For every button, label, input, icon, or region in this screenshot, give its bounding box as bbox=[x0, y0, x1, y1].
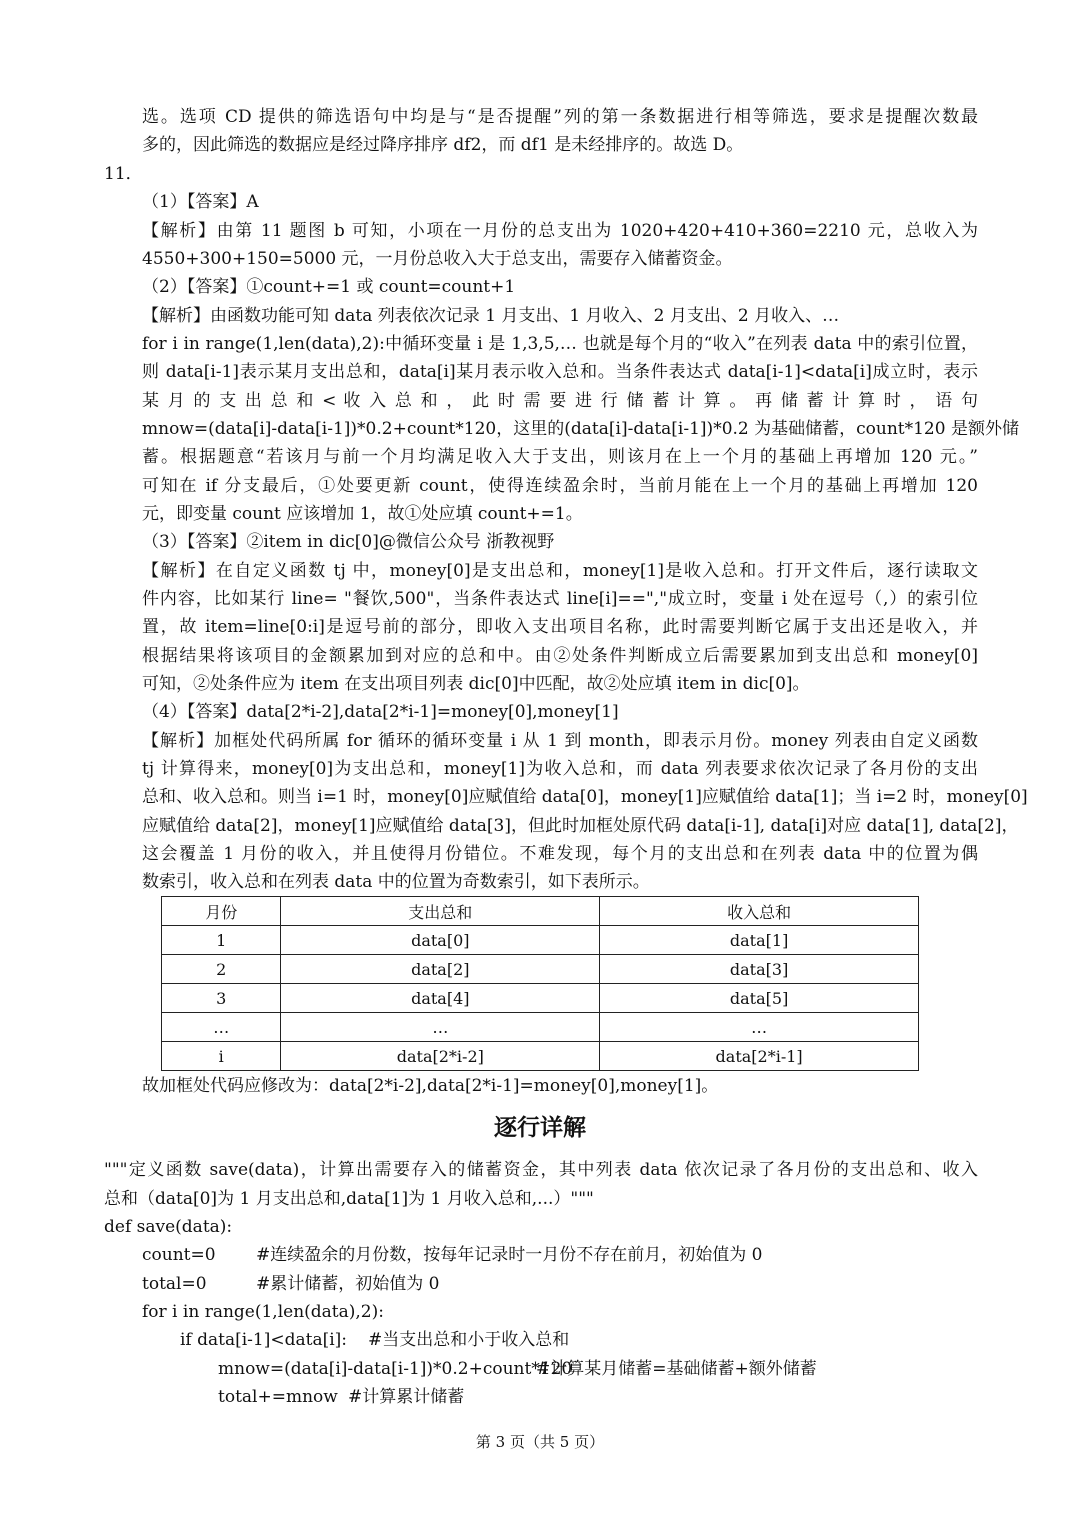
conclusion-line: 故加框处代码应修改为：data[2*i-2],data[2*i-1]=money[0],money[1]。 bbox=[142, 1076, 719, 1096]
code-statement: total=0 bbox=[142, 1274, 207, 1294]
analysis-4: 【解析】加框处代码所属 for 循环的循环变量 i 从 1 到 month，即表示月份。money 列表由自定义函数 bbox=[142, 731, 978, 751]
section-heading: 逐行详解 bbox=[494, 1115, 586, 1141]
text-line: mnow=(data[i]-data[i-1])*0.2+count*120，这里的(data[i]-data[i-1])*0.2 为基础储蓄，count*120 是额外储 bbox=[142, 419, 1019, 439]
code-statement: if data[i-1]<data[i]: bbox=[180, 1330, 348, 1350]
code-line bbox=[218, 1355, 1054, 1383]
code-statement: count=0 bbox=[142, 1245, 216, 1265]
table-cell: data[2*i-1] bbox=[600, 1042, 919, 1071]
table-cell: i bbox=[162, 1042, 281, 1071]
table-header-cell: 收入总和 bbox=[600, 897, 919, 926]
table-cell: data[4] bbox=[281, 984, 600, 1013]
table-header-cell: 支出总和 bbox=[281, 897, 600, 926]
text-line: 多的，因此筛选的数据应是经过降序排序 df2，而 df1 是未经排序的。故选 D。 bbox=[142, 135, 744, 155]
analysis-3: 【解析】在自定义函数 tj 中，money[0]是支出总和，money[1]是收入总和。打开文件后，逐行读取文 bbox=[142, 561, 978, 581]
analysis-2: 【解析】由函数功能可知 data 列表依次记录 1 月支出、1 月收入、2 月支出、2 月收入、… bbox=[142, 306, 840, 326]
index-mapping-table bbox=[161, 896, 919, 1071]
table-cell: 2 bbox=[162, 955, 281, 984]
table-row bbox=[162, 1013, 919, 1042]
text-line: 总和、收入总和。则当 i=1 时，money[0]应赋值给 data[0]，money[1]应赋值给 data[1]；当 i=2 时，money[0] bbox=[142, 787, 1028, 807]
table-cell: data[0] bbox=[281, 926, 600, 955]
answer-1: （1）【答案】A bbox=[142, 192, 259, 212]
table-cell: data[5] bbox=[600, 984, 919, 1013]
code-line bbox=[142, 1241, 978, 1269]
table-cell: 1 bbox=[162, 926, 281, 955]
text-line: 4550+300+150=5000 元，一月份总收入大于总支出，需要存入储蓄资金。 bbox=[142, 249, 733, 269]
code-docstring: """定义函数 save(data)，计算出需要存入的储蓄资金，其中列表 data 依次记录了各月份的支出总和、收入 bbox=[104, 1160, 978, 1180]
table-cell: data[2*i-2] bbox=[281, 1042, 600, 1071]
text-line: 选。选项 CD 提供的筛选语句中均是与“是否提醒”列的第一条数据进行相等筛选，要求是提醒次数最 bbox=[142, 107, 978, 127]
text-line: 蓄。根据题意“若该月与前一个月均满足收入大于支出，则该月在上一个月的基础上再增加 120 元。” bbox=[142, 447, 978, 467]
code-statement: mnow=(data[i]-data[i-1])*0.2+count*120 bbox=[218, 1359, 573, 1379]
answer-2: （2）【答案】①count+=1 或 count=count+1 bbox=[142, 277, 516, 297]
table-header-row bbox=[162, 897, 919, 926]
text-line: 可知在 if 分支最后，①处要更新 count，使得连续盈余时，当前月能在上一个月的基础上再增加 120 bbox=[142, 476, 978, 496]
code-comment: #当支出总和小于收入总和 bbox=[368, 1330, 570, 1350]
code-comment: #连续盈余的月份数，按每年记录时一月份不存在前月，初始值为 0 bbox=[256, 1245, 763, 1265]
text-line: 这会覆盖 1 月份的收入，并且使得月份错位。不难发现，每个月的支出总和在列表 data 中的位置为偶 bbox=[142, 844, 978, 864]
code-docstring: 总和（data[0]为 1 月支出总和,data[1]为 1 月收入总和,...）""" bbox=[104, 1189, 594, 1209]
code-line bbox=[142, 1270, 978, 1298]
question-number: 11． bbox=[104, 164, 143, 184]
code-line: def save(data): bbox=[104, 1217, 233, 1237]
text-line: 数索引，收入总和在列表 data 中的位置为奇数索引，如下表所示。 bbox=[142, 872, 650, 892]
answer-3: （3）【答案】②item in dic[0]@微信公众号 浙教视野 bbox=[142, 532, 555, 552]
code-line bbox=[218, 1383, 1054, 1411]
table-cell: … bbox=[162, 1013, 281, 1042]
answer-4: （4）【答案】data[2*i-2],data[2*i-1]=money[0],money[1] bbox=[142, 702, 619, 722]
text-line: 根据结果将该项目的金额累加到对应的总和中。由②处条件判断成立后需要累加到支出总和 money[0] bbox=[142, 646, 978, 666]
table-cell: data[1] bbox=[600, 926, 919, 955]
table-row bbox=[162, 926, 919, 955]
table-cell: data[2] bbox=[281, 955, 600, 984]
text-line: for i in range(1,len(data),2):中循环变量 i 是 1,3,5,… 也就是每个月的“收入”在列表 data 中的索引位置， bbox=[142, 334, 978, 354]
analysis-1: 【解析】由第 11 题图 b 可知，小项在一月份的总支出为 1020+420+410+360=2210 元，总收入为 bbox=[142, 221, 978, 241]
table-row bbox=[162, 984, 919, 1013]
code-comment: #计算累计储蓄 bbox=[348, 1387, 465, 1407]
table-cell: … bbox=[600, 1013, 919, 1042]
code-comment: #累计储蓄，初始值为 0 bbox=[256, 1274, 440, 1294]
table-cell: data[3] bbox=[600, 955, 919, 984]
table-header-cell: 月份 bbox=[162, 897, 281, 926]
text-line: 可知，②处条件应为 item 在支出项目列表 dic[0]中匹配，故②处应填 item in dic[0]。 bbox=[142, 674, 810, 694]
page-footer: 第 3 页（共 5 页） bbox=[475, 1433, 605, 1451]
table-cell: … bbox=[281, 1013, 600, 1042]
code-line: for i in range(1,len(data),2): bbox=[142, 1302, 384, 1322]
text-line: 置，故 item=line[0:i]是逗号前的部分，即收入支出项目名称，此时需要判断它属于支出还是收入，并 bbox=[142, 617, 978, 637]
code-statement: total+=mnow bbox=[218, 1387, 338, 1407]
table-row bbox=[162, 1042, 919, 1071]
text-line: 某 月 的 支 出 总 和 < 收 入 总 和 ， 此 时 需 要 进 行 储 蓄 计 算 。 再 储 蓄 计 算 时 ， 语 句 bbox=[142, 391, 978, 411]
text-line: 应赋值给 data[2]，money[1]应赋值给 data[3]，但此时加框处原代码 data[i-1], data[i]对应 data[1], data[2]， bbox=[142, 816, 1019, 836]
text-line: 则 data[i-1]表示某月支出总和，data[i]某月表示收入总和。当条件表达式 data[i-1]<data[i]成立时，表示 bbox=[142, 362, 978, 382]
text-line: tj 计算得来，money[0]为支出总和，money[1]为收入总和，而 data 列表要求依次记录了各月份的支出 bbox=[142, 759, 978, 779]
table-row bbox=[162, 955, 919, 984]
table-cell: 3 bbox=[162, 984, 281, 1013]
text-line: 件内容，比如某行 line= "餐饮,500"，当条件表达式 line[i]==","成立时，变量 i 处在逗号（,）的索引位 bbox=[142, 589, 978, 609]
code-line bbox=[180, 1326, 1016, 1354]
code-comment: #计算某月储蓄=基础储蓄+额外储蓄 bbox=[536, 1359, 817, 1379]
text-line: 元，即变量 count 应该增加 1，故①处应填 count+=1。 bbox=[142, 504, 583, 524]
